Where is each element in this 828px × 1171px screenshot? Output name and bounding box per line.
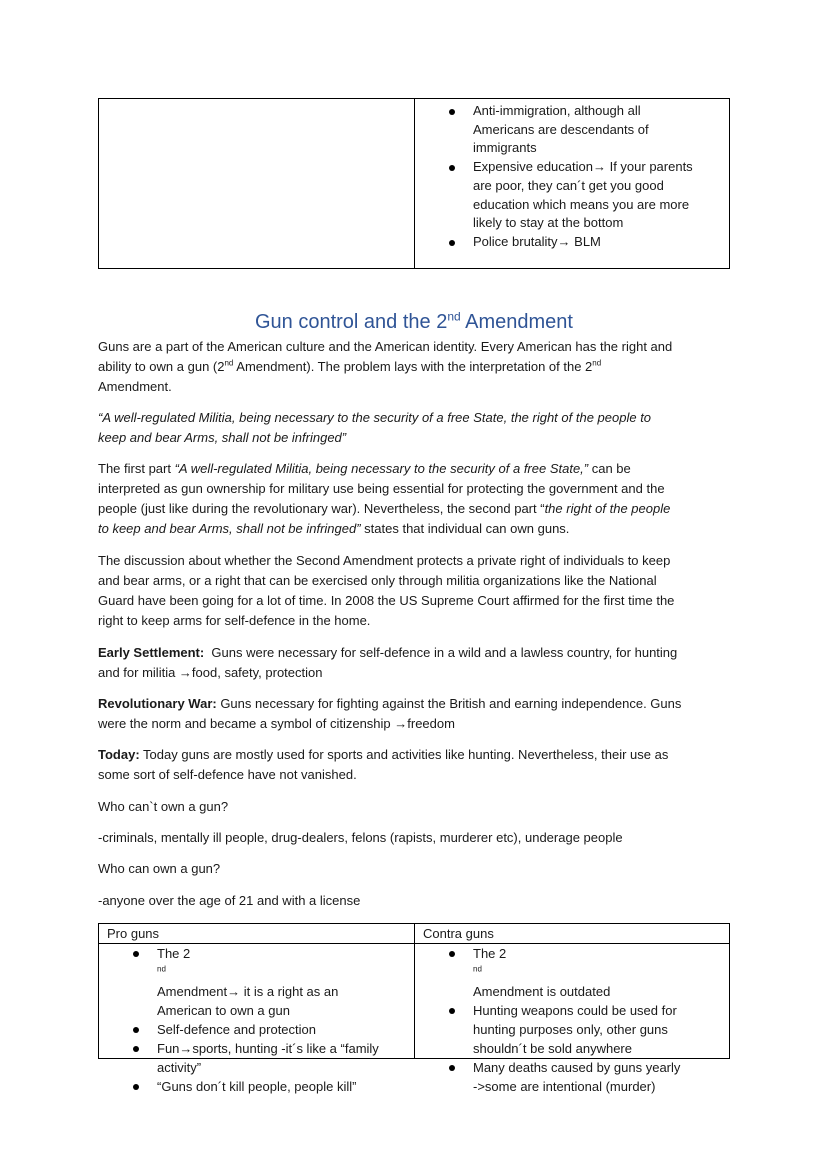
list-item (415, 158, 729, 233)
answer-can-own: -anyone over the age of 21 and with a license (98, 893, 361, 908)
question-can-own: Who can own a gun? (98, 861, 221, 876)
list-item (99, 1039, 414, 1077)
list-item (415, 233, 729, 252)
pro-guns-header: Pro guns (99, 924, 415, 943)
bullet-icon (449, 240, 455, 246)
contra-guns-header: Contra guns (423, 926, 494, 941)
paragraph-line: to keep and bear Arms, shall not be infringed” states that individual can own guns. (98, 521, 570, 536)
bullet-icon (449, 165, 455, 171)
paragraph-line: Early Settlement: Guns were necessary for self-defence in a wild and a lawless country, for hunting (98, 645, 678, 660)
list-item-text: likely to stay at the bottom (473, 215, 624, 231)
paragraph-line: “A well-regulated Militia, being necessary to the security of a free State, the right of the people to (98, 410, 652, 425)
section-heading: Gun control and the 2nd Amendment (254, 309, 573, 333)
bullet-icon (449, 1008, 455, 1014)
paragraph-line: and bear arms, or a right that can be exercised only through militia organizations like the National (98, 573, 657, 588)
list-item (415, 1001, 729, 1058)
list-item-text: shouldn´t be sold anywhere (473, 1041, 632, 1056)
list-item-text: The 2 $^{nd}$ Amendment is outdated (473, 946, 611, 999)
paragraph-line: people (just like during the revolutionary war). Nevertheless, the second part “the right of the people (98, 501, 671, 516)
amendment-quote (98, 408, 738, 448)
list-item (415, 102, 729, 158)
paragraph-line: Guns are a part of the American culture and the American identity. Every American has the right and (98, 339, 673, 354)
interpretation-paragraph (98, 459, 738, 539)
bullet-icon (133, 1027, 139, 1033)
paragraph-line: Amendment. (98, 379, 172, 394)
list-item-text: Anti-immigration, although all (473, 103, 641, 118)
paragraph-line: were the norm and became a symbol of citizenship →freedom (98, 716, 455, 731)
list-item-text: American to own a gun (157, 1003, 290, 1018)
answer-cant-own: -criminals, mentally ill people, drug-dealers, felons (rapists, murderer etc), underage people (98, 830, 623, 845)
paragraph-line: Today: Today guns are mostly used for sports and activities like hunting. Nevertheless, their use as (98, 747, 669, 762)
bullet-icon (133, 1084, 139, 1090)
pro-guns-list (99, 944, 414, 1096)
question-cant-own: Who can`t own a gun? (98, 799, 229, 814)
list-item-text: activity” (157, 1060, 202, 1075)
list-item-text: The 2 $^{nd}$ Amendment→ it is a right as an (157, 946, 339, 999)
bullet-icon (449, 109, 455, 115)
paragraph-line: The first part “A well-regulated Militia, being necessary to the security of a free State,” can be (98, 461, 631, 476)
list-item-text: hunting purposes only, other guns (473, 1022, 668, 1037)
list-item-text: Americans are descendants of (473, 121, 649, 137)
list-item-text: immigrants (473, 140, 537, 156)
bullet-icon (133, 951, 139, 957)
list-item (99, 1077, 414, 1096)
list-item-text: are poor, they can´t get you good (473, 177, 664, 193)
list-item-text: “Guns don´t kill people, people kill” (157, 1079, 357, 1094)
paragraph-line: The discussion about whether the Second Amendment protects a private right of individuals to keep (98, 553, 671, 568)
intro-paragraph (98, 337, 738, 397)
list-item (99, 1020, 414, 1039)
list-item-text: Expensive education→ If your parents (473, 159, 693, 175)
top-table-left-cell (99, 99, 415, 268)
top-bullet-list (415, 102, 729, 252)
contra-guns-cell (415, 944, 729, 1094)
paragraph-line: Revolutionary War: Guns necessary for fighting against the British and earning independence. Guns (98, 696, 682, 711)
list-item (415, 1058, 729, 1096)
bullet-icon (449, 951, 455, 957)
paragraph-line: some sort of self-defence have not vanished. (98, 767, 357, 782)
list-item-text: ->some are intentional (murder) (473, 1079, 656, 1094)
list-item (99, 944, 414, 1020)
today-paragraph (98, 745, 738, 785)
discussion-paragraph (98, 551, 738, 631)
paragraph-line: ability to own a gun (2nd Amendment). The problem lays with the interpretation of the 2nd (98, 358, 602, 374)
list-item-text: Fun→sports, hunting -it´s like a “family (157, 1041, 379, 1056)
paragraph-line: right to keep arms for self-defence in the home. (98, 613, 371, 628)
paragraph-line: keep and bear Arms, shall not be infringed” (98, 430, 347, 445)
list-item-text: Self-defence and protection (157, 1022, 316, 1037)
list-item-text: education which means you are more (473, 196, 690, 212)
top-table-right-cell (415, 99, 729, 268)
bullet-icon (449, 1065, 455, 1071)
paragraph-line: and for militia →food, safety, protection (98, 665, 323, 680)
list-item-text: Hunting weapons could be used for (473, 1003, 677, 1018)
list-item-text: Many deaths caused by guns yearly (473, 1060, 681, 1075)
list-item-text: Police brutality→ BLM (473, 233, 601, 249)
top-table (98, 98, 730, 269)
early-settlement-paragraph (98, 643, 738, 683)
paragraph-line: Guard have been going for a lot of time. In 2008 the US Supreme Court affirmed for the first time the (98, 593, 675, 608)
bullet-icon (133, 1046, 139, 1052)
paragraph-line: interpreted as gun ownership for military use being essential for protecting the government and the (98, 481, 665, 496)
list-item (415, 944, 729, 1001)
revolutionary-war-paragraph (98, 694, 738, 734)
contra-guns-list (415, 944, 729, 1096)
pro-contra-table (98, 923, 730, 1094)
pro-guns-cell (99, 944, 415, 1094)
